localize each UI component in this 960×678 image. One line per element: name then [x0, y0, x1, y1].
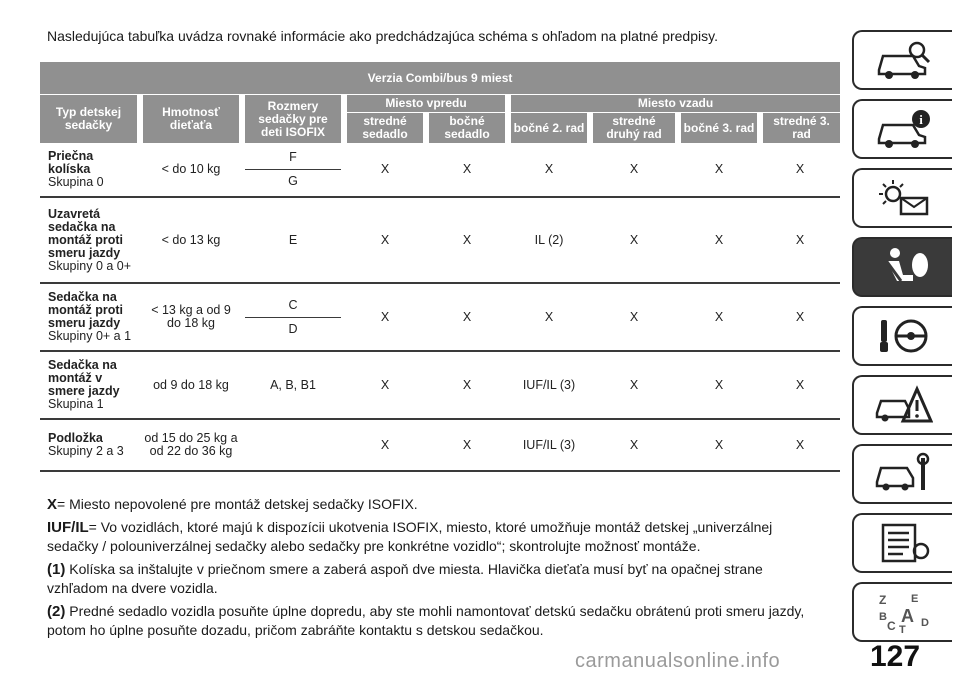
value-cell: X: [544, 309, 554, 324]
tab-car-search[interactable]: [852, 30, 952, 90]
seat-type-group: Skupiny 0 a 0+: [48, 258, 132, 273]
weight-cell: < do 10 kg: [161, 162, 221, 176]
index-letters-icon: [873, 590, 933, 634]
note-text: Kolíska sa inštalujte v priečnom smere a zaberá aspoň dve miesta. Hlavička dieťaťa musí byť na opačnej strane vzhľadom na dvere vozidla.: [47, 561, 763, 596]
car-warning-triangle-icon: [873, 383, 933, 427]
page-number: 127: [870, 640, 921, 673]
tab-specifications[interactable]: [852, 513, 952, 573]
index-letter: C: [887, 619, 896, 633]
table-row: [40, 283, 840, 351]
value-cell: X: [380, 309, 390, 324]
size-class-bottom: D: [288, 321, 298, 336]
seat-type-cell: [40, 419, 140, 471]
chapter-tabs: [852, 30, 952, 651]
col-group-rear: Miesto vzadu: [508, 95, 840, 113]
note-key: X: [47, 496, 58, 513]
size-class-top: F: [245, 146, 341, 170]
size-cell: [242, 283, 344, 351]
car-info-icon: [873, 107, 933, 151]
index-letter: E: [911, 593, 919, 605]
seat-type-name: Priečna kolíska: [48, 149, 94, 176]
size-class-top: C: [245, 294, 341, 318]
value-cell: X: [380, 437, 390, 452]
index-letter: D: [921, 617, 929, 629]
seat-type-name: Sedačka na montáž proti smeru jazdy: [48, 290, 123, 330]
col-header-size: Rozmery sedačky pre deti ISOFIX: [242, 95, 344, 144]
seat-type-name: Uzavretá sedačka na montáž proti smeru jazdy: [48, 206, 123, 260]
note-key: IUF/IL: [47, 519, 89, 536]
col-header-type: Typ detskej sedačky: [40, 95, 140, 144]
weight-cell: < 13 kg a od 9 do 18 kg: [151, 303, 231, 330]
note-text: = Vo vozidlách, ktoré majú k dispozícii ukotvenia ISOFIX, miesto, ktoré umožňuje montáž detskej „univerzálnej sedačky / polouniverzálnej sedačky alebo sedačky pre konkrétne vozidlo“; skontrolujte možnosť montáže.: [47, 519, 773, 554]
col-group-front: Miesto vpredu: [344, 95, 508, 113]
seat-type-group: Skupiny 2 a 3: [48, 444, 124, 458]
seat-type-cell: [40, 283, 140, 351]
seat-type-group: Skupiny 0+ a 1: [48, 329, 132, 343]
seat-type-cell: [40, 351, 140, 419]
value-cell: X: [380, 232, 390, 247]
col-sub-header: bočné sedadlo: [426, 113, 508, 144]
tab-starting-driving[interactable]: [852, 306, 952, 366]
seat-type-group: Skupina 0: [48, 175, 104, 189]
index-letter: A: [901, 606, 914, 626]
col-sub-header: stredné druhý rad: [590, 113, 678, 144]
col-sub-header: stredné sedadlo: [344, 113, 426, 144]
legend-notes: [47, 495, 827, 644]
value-cell: X: [795, 437, 805, 452]
warning-lights-icon: [873, 176, 933, 220]
tab-index[interactable]: [852, 582, 952, 642]
seat-type-cell: [40, 197, 140, 283]
value-cell: X: [544, 162, 554, 176]
index-letter: B: [879, 611, 887, 623]
table-row: [40, 197, 840, 283]
index-letter: Z: [879, 593, 887, 607]
airbag-seat-icon: [873, 245, 933, 289]
note-1: [47, 560, 827, 598]
tab-maintenance[interactable]: [852, 444, 952, 504]
note-text: = Miesto nepovolené pre montáž detskej sedačky ISOFIX.: [57, 496, 418, 512]
size-cell: [242, 143, 344, 197]
value-cell: X: [380, 377, 390, 392]
car-service-icon: [873, 452, 933, 496]
note-x: [47, 495, 827, 514]
tab-emergency[interactable]: [852, 375, 952, 435]
value-cell: X: [629, 377, 639, 392]
steering-key-icon: [873, 314, 933, 358]
seat-type-name: Sedačka na montáž v smere jazdy: [48, 358, 120, 398]
tab-safety[interactable]: [852, 237, 952, 297]
weight-cell: od 9 do 18 kg: [153, 377, 229, 392]
value-cell: X: [462, 232, 472, 247]
tab-car-info[interactable]: [852, 99, 952, 159]
table-title: Verzia Combi/bus 9 miest: [40, 62, 840, 95]
tab-warning-lights[interactable]: [852, 168, 952, 228]
col-sub-header: bočné 2. rad: [508, 113, 590, 144]
value-cell: IUF/IL (3): [522, 437, 576, 452]
col-sub-header: bočné 3. rad: [678, 113, 760, 144]
note-text: Predné sedadlo vozidla posuňte úplne dopredu, aby ste mohli namontovať detskú sedačku obrátenú proti smeru jazdy, potom ho úplne posuňte dozadu, pričom zabráňte kontaktu s detskou sedačkou.: [47, 603, 805, 638]
table-row: [40, 351, 840, 419]
value-cell: X: [462, 437, 472, 452]
col-sub-header: stredné 3. rad: [760, 113, 840, 144]
value-cell: X: [629, 232, 639, 247]
value-cell: X: [629, 437, 639, 452]
weight-cell: od 15 do 25 kg a od 22 do 36 kg: [144, 431, 238, 458]
value-cell: IUF/IL (3): [522, 377, 576, 392]
weight-cell: < do 13 kg: [161, 232, 221, 247]
value-cell: X: [795, 377, 805, 392]
col-header-weight: Hmotnosť dieťaťa: [140, 95, 242, 144]
specifications-list-icon: [873, 521, 933, 565]
value-cell: X: [714, 309, 724, 324]
value-cell: X: [714, 162, 724, 176]
note-key: (1): [47, 561, 66, 578]
intro-text: Nasledujúca tabuľka uvádza rovnaké informácie ako predchádzajúca schéma s ohľadom na platné predpisy.: [47, 28, 718, 44]
table-row: [40, 143, 840, 197]
note-2: [47, 602, 827, 640]
value-cell: X: [462, 309, 472, 324]
value-cell: X: [714, 377, 724, 392]
note-iuf-il: [47, 518, 827, 556]
table-row: [40, 419, 840, 471]
value-cell: X: [795, 309, 805, 324]
size-cell: [242, 419, 344, 471]
value-cell: X: [714, 232, 724, 247]
value-cell: X: [795, 162, 805, 176]
size-cell: A, B, B1: [270, 377, 316, 392]
seat-type-group: Skupina 1: [48, 397, 104, 411]
isofix-table: [40, 62, 840, 472]
value-cell: X: [795, 232, 805, 247]
watermark: carmanualsonline.info: [575, 650, 781, 672]
car-search-icon: [873, 38, 933, 82]
seat-type-cell: [40, 143, 140, 197]
value-cell: X: [714, 437, 724, 452]
svg-text:i: i: [919, 112, 923, 127]
size-class-bottom: G: [288, 174, 298, 188]
value-cell: X: [380, 162, 390, 176]
value-cell: X: [462, 162, 472, 176]
value-cell: IL (2): [534, 232, 564, 247]
size-cell: E: [288, 232, 298, 247]
note-key: (2): [47, 603, 66, 620]
value-cell: X: [629, 309, 639, 324]
value-cell: X: [629, 162, 639, 176]
value-cell: X: [462, 377, 472, 392]
index-letter: T: [899, 624, 906, 634]
seat-type-name: Podložka: [48, 431, 103, 445]
